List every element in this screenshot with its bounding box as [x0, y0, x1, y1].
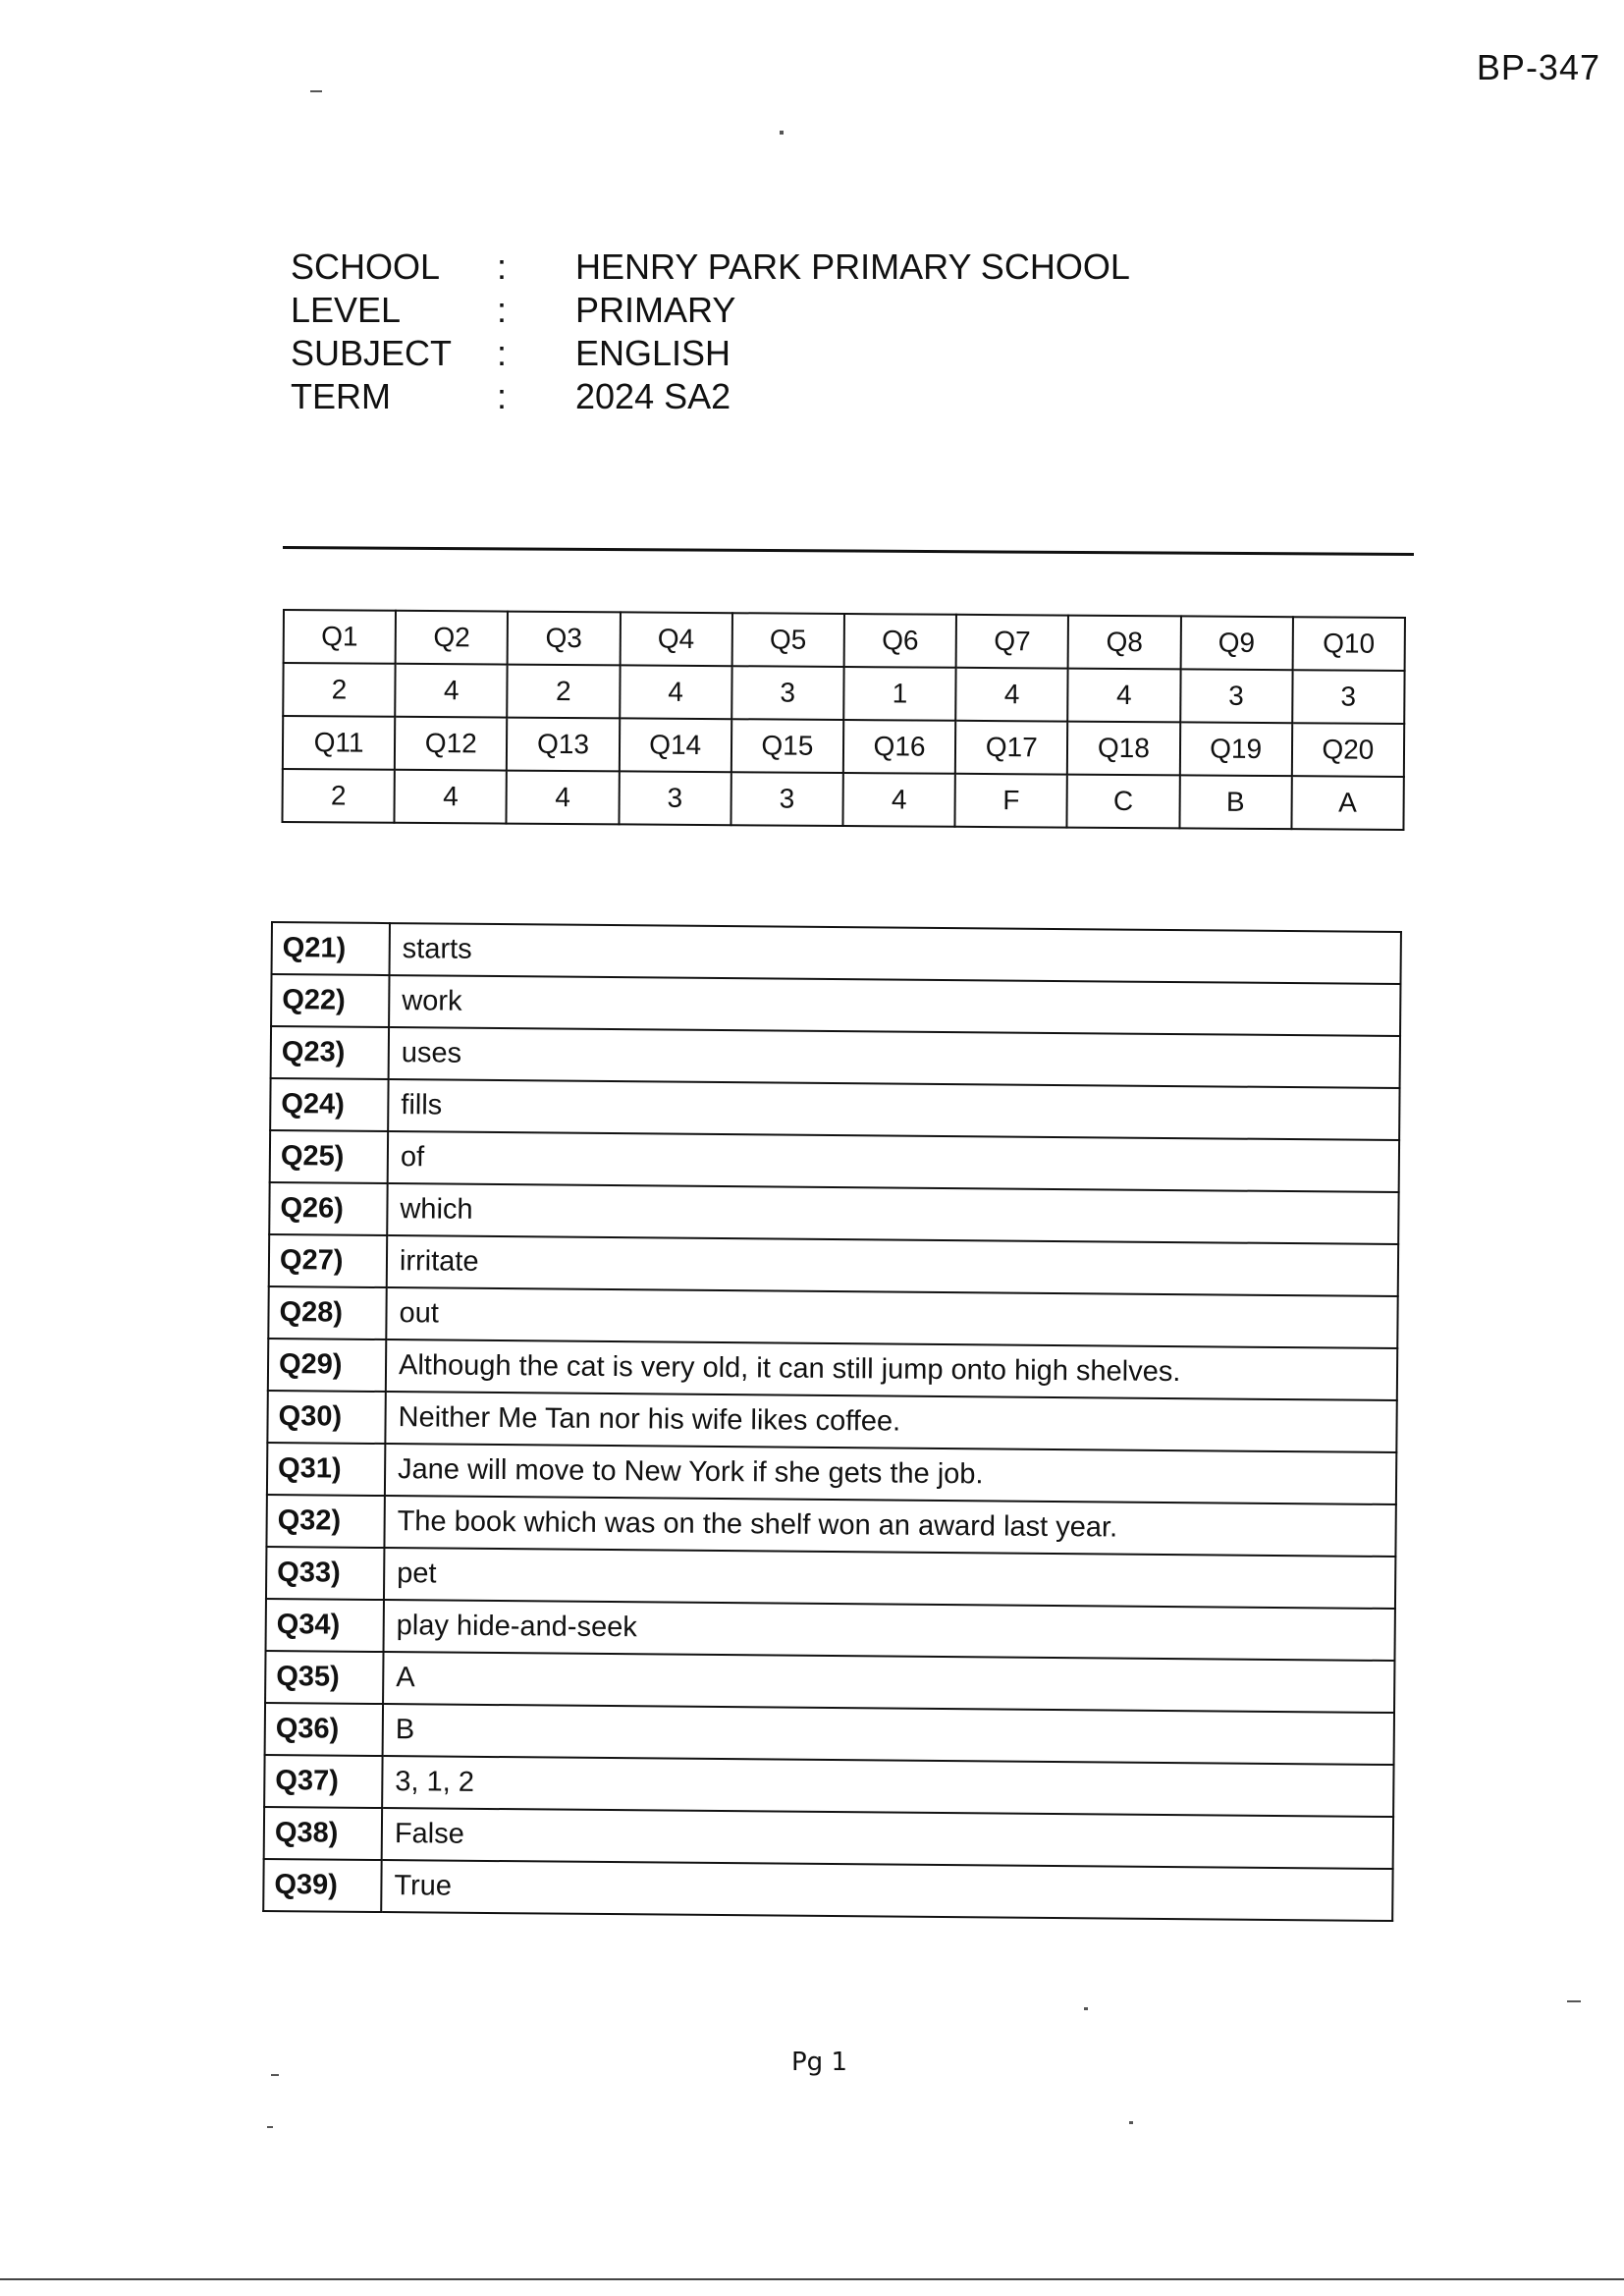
answer-text: Jane will move to New York if she gets the job.: [385, 1444, 1396, 1504]
question-number: Q39): [263, 1859, 381, 1912]
answer-text: pet: [384, 1548, 1395, 1609]
mcq-answer-cell: 4: [955, 668, 1068, 722]
scan-speck: [1084, 2007, 1088, 2010]
document-code: BP-347: [1476, 47, 1600, 87]
question-number: Q23): [271, 1026, 389, 1079]
question-number: Q30): [267, 1391, 385, 1444]
question-number: Q26): [269, 1182, 387, 1235]
mcq-answer-cell: 3: [1292, 670, 1405, 724]
answer-text: which: [387, 1183, 1398, 1244]
answer-text: starts: [390, 923, 1401, 984]
mcq-answer-cell: 4: [620, 665, 732, 719]
mcq-question-cell: Q9: [1180, 616, 1293, 670]
mcq-question-cell: Q4: [620, 612, 732, 666]
open-answer-table: [262, 921, 1402, 1922]
question-number: Q33): [266, 1547, 384, 1600]
header-colon: :: [497, 376, 508, 416]
answer-text: True: [381, 1860, 1392, 1921]
header-value: HENRY PARK PRIMARY SCHOOL: [575, 246, 1130, 287]
scan-speck: [1129, 2121, 1133, 2124]
question-number: Q22): [271, 974, 389, 1027]
mcq-question-row: [284, 610, 1405, 671]
question-number: Q35): [265, 1651, 383, 1704]
header-colon: :: [497, 333, 508, 373]
mcq-answer-cell: 4: [395, 664, 508, 718]
question-number: Q36): [265, 1703, 383, 1756]
mcq-question-cell: Q10: [1292, 617, 1405, 671]
mcq-answer-cell: F: [955, 774, 1068, 828]
divider-line: [283, 546, 1414, 556]
header-colon: :: [497, 290, 508, 330]
mcq-question-cell: Q14: [619, 718, 731, 772]
mcq-question-cell: Q8: [1068, 616, 1181, 670]
question-number: Q28): [268, 1286, 386, 1339]
header-label: SUBJECT: [291, 333, 453, 373]
question-number: Q37): [264, 1755, 382, 1808]
question-number: Q24): [270, 1078, 388, 1131]
header-label: LEVEL: [291, 290, 402, 330]
mcq-answer-cell: 3: [1180, 669, 1293, 723]
header-info: [291, 246, 1130, 418]
mcq-answer-cell: B: [1179, 775, 1292, 829]
mcq-question-cell: Q16: [843, 720, 956, 774]
scan-speck: [310, 90, 322, 92]
mcq-question-cell: Q7: [956, 615, 1069, 669]
table-row: [263, 1859, 1392, 1921]
header-row-school: [291, 246, 1130, 289]
mcq-answer-row: [282, 769, 1403, 830]
mcq-question-cell: Q13: [507, 718, 620, 772]
mcq-question-cell: Q18: [1067, 722, 1180, 776]
mcq-answer-cell: 3: [731, 666, 844, 720]
mcq-question-row: [283, 716, 1404, 777]
answer-text: A: [383, 1652, 1394, 1713]
mcq-question-cell: Q2: [396, 611, 509, 665]
mcq-answer-cell: A: [1291, 776, 1404, 830]
scan-speck: [267, 2126, 273, 2128]
mcq-question-cell: Q5: [731, 613, 844, 667]
mcq-answer-table: [281, 609, 1405, 831]
question-number: Q31): [267, 1443, 385, 1496]
mcq-answer-cell: 2: [508, 665, 621, 719]
header-value: PRIMARY: [575, 290, 736, 330]
mcq-question-cell: Q1: [284, 610, 397, 664]
header-colon: :: [497, 246, 508, 287]
mcq-answer-cell: 2: [282, 769, 395, 823]
answer-text: Although the cat is very old, it can still jump onto high shelves.: [386, 1339, 1397, 1400]
answer-text: Neither Me Tan nor his wife likes coffee.: [385, 1392, 1396, 1452]
mcq-question-cell: Q15: [731, 719, 844, 773]
mcq-answer-cell: C: [1067, 775, 1180, 829]
header-label: TERM: [291, 376, 391, 416]
answer-text: 3, 1, 2: [382, 1756, 1393, 1817]
question-number: Q21): [272, 922, 390, 975]
header-value: ENGLISH: [575, 333, 731, 373]
mcq-question-cell: Q12: [395, 717, 508, 771]
answer-text: out: [386, 1287, 1397, 1348]
mcq-answer-cell: 3: [731, 772, 843, 826]
page-number: Pg 1: [791, 2048, 847, 2077]
scan-speck: [1567, 2000, 1581, 2002]
scan-speck: [271, 2074, 279, 2076]
question-number: Q34): [266, 1599, 384, 1652]
answer-text: work: [389, 975, 1400, 1036]
mcq-answer-row: [283, 663, 1404, 724]
scan-edge-line: [0, 2278, 1624, 2280]
answer-text: The book which was on the shelf won an award last year.: [384, 1496, 1395, 1557]
mcq-answer-cell: 3: [619, 771, 731, 825]
answer-text: play hide-and-seek: [384, 1600, 1395, 1661]
mcq-question-cell: Q6: [844, 614, 957, 668]
question-number: Q27): [269, 1234, 387, 1287]
mcq-answer-cell: 4: [842, 773, 955, 827]
header-row-subject: [291, 332, 1130, 375]
answer-text: False: [382, 1808, 1393, 1869]
mcq-question-cell: Q3: [508, 612, 621, 666]
mcq-question-cell: Q11: [283, 716, 396, 770]
mcq-question-cell: Q17: [955, 721, 1068, 775]
mcq-answer-cell: 4: [507, 771, 620, 825]
mcq-answer-cell: 1: [843, 667, 956, 721]
mcq-answer-cell: 4: [395, 770, 508, 824]
answer-text: uses: [389, 1027, 1400, 1088]
header-label: SCHOOL: [291, 246, 441, 287]
answer-text: B: [383, 1704, 1394, 1765]
mcq-question-cell: Q19: [1179, 722, 1292, 776]
answer-text: irritate: [387, 1235, 1398, 1296]
question-number: Q38): [264, 1807, 382, 1860]
header-value: 2024 SA2: [575, 376, 731, 416]
answer-text: fills: [388, 1079, 1399, 1140]
answer-text: of: [388, 1131, 1399, 1192]
header-row-term: [291, 375, 1130, 418]
question-number: Q25): [270, 1130, 388, 1183]
mcq-question-cell: Q20: [1292, 723, 1405, 777]
mcq-answer-cell: 4: [1068, 669, 1181, 723]
header-row-level: [291, 289, 1130, 332]
question-number: Q29): [268, 1339, 386, 1392]
question-number: Q32): [266, 1495, 384, 1548]
mcq-answer-cell: 2: [283, 663, 396, 717]
scan-speck: [780, 131, 784, 135]
